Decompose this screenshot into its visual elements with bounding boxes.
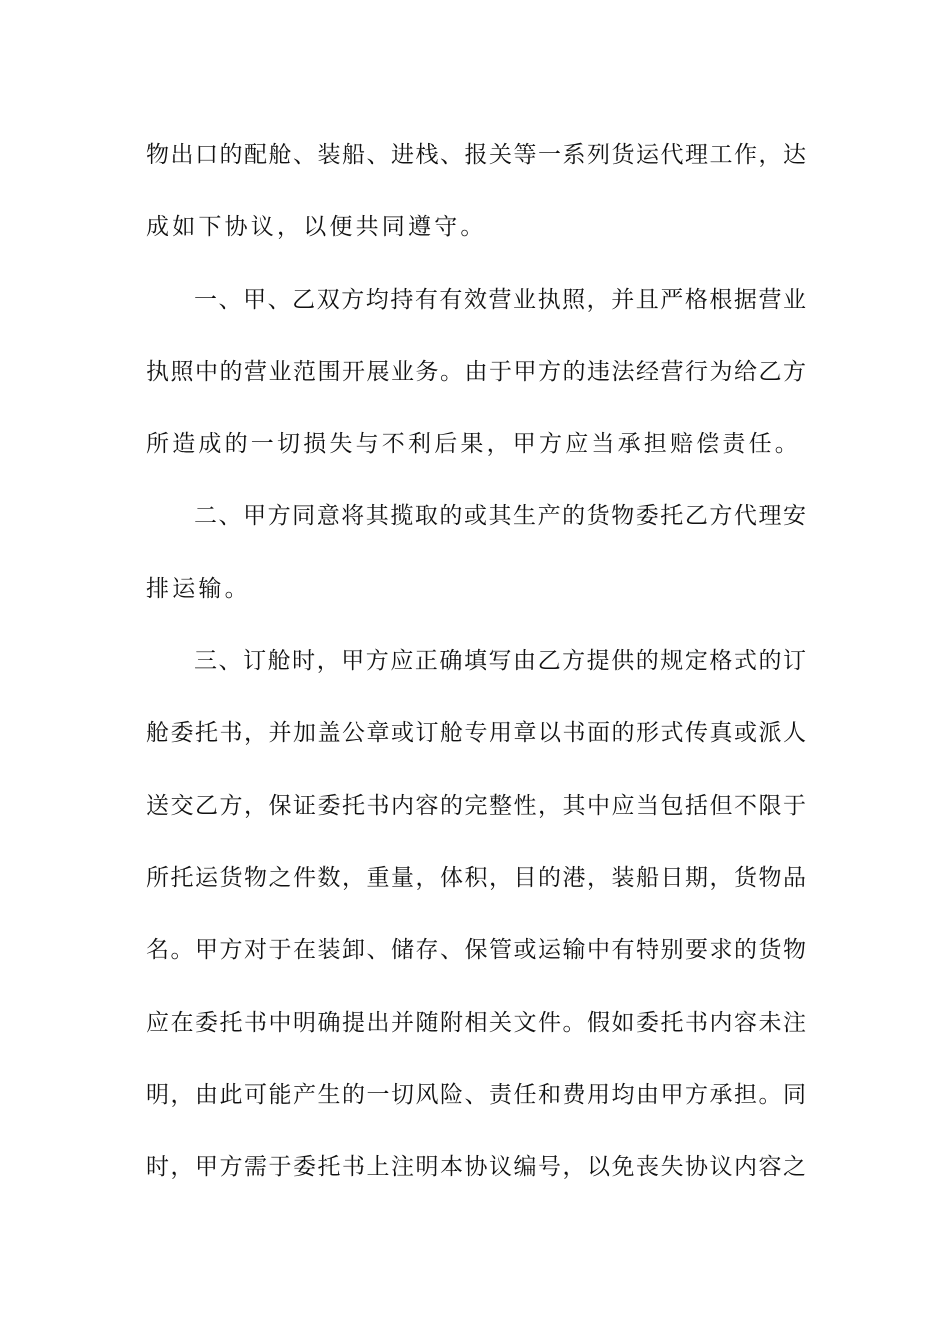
text-line: 排运输。 [146, 575, 251, 602]
paragraph-start-line: 一、甲、乙双方均持有有效营业执照，并且严格根据营业 [194, 286, 806, 313]
document-body [146, 132, 806, 1216]
text-line: 舱委托书，并加盖公章或订舱专用章以书面的形式传真或派人 [146, 720, 806, 747]
text-line: 送交乙方，保证委托书内容的完整性，其中应当包括但不限于 [146, 792, 806, 819]
text-line: 所造成的一切损失与不利后果，甲方应当承担赔偿责任。 [146, 431, 801, 458]
text-line: 明，由此可能产生的一切风险、责任和费用均由甲方承担。同 [146, 1081, 806, 1108]
paragraph-start-line: 二、甲方同意将其揽取的或其生产的货物委托乙方代理安 [194, 503, 806, 530]
text-line: 应在委托书中明确提出并随附相关文件。假如委托书内容未注 [146, 1009, 806, 1036]
paragraph-start-line: 三、订舱时，甲方应正确填写由乙方提供的规定格式的订 [194, 648, 806, 675]
text-line: 所托运货物之件数，重量，体积，目的港，装船日期，货物品 [146, 864, 806, 891]
text-line: 执照中的营业范围开展业务。由于甲方的违法经营行为给乙方 [146, 358, 806, 385]
text-line: 物出口的配舱、装船、进栈、报关等一系列货运代理工作，达 [146, 142, 806, 168]
text-line: 名。甲方对于在装卸、储存、保管或运输中有特别要求的货物 [146, 937, 806, 964]
text-line: 成如下协议，以便共同遵守。 [146, 214, 487, 241]
text-line: 时，甲方需于委托书上注明本协议编号，以免丧失协议内容之 [146, 1154, 806, 1181]
